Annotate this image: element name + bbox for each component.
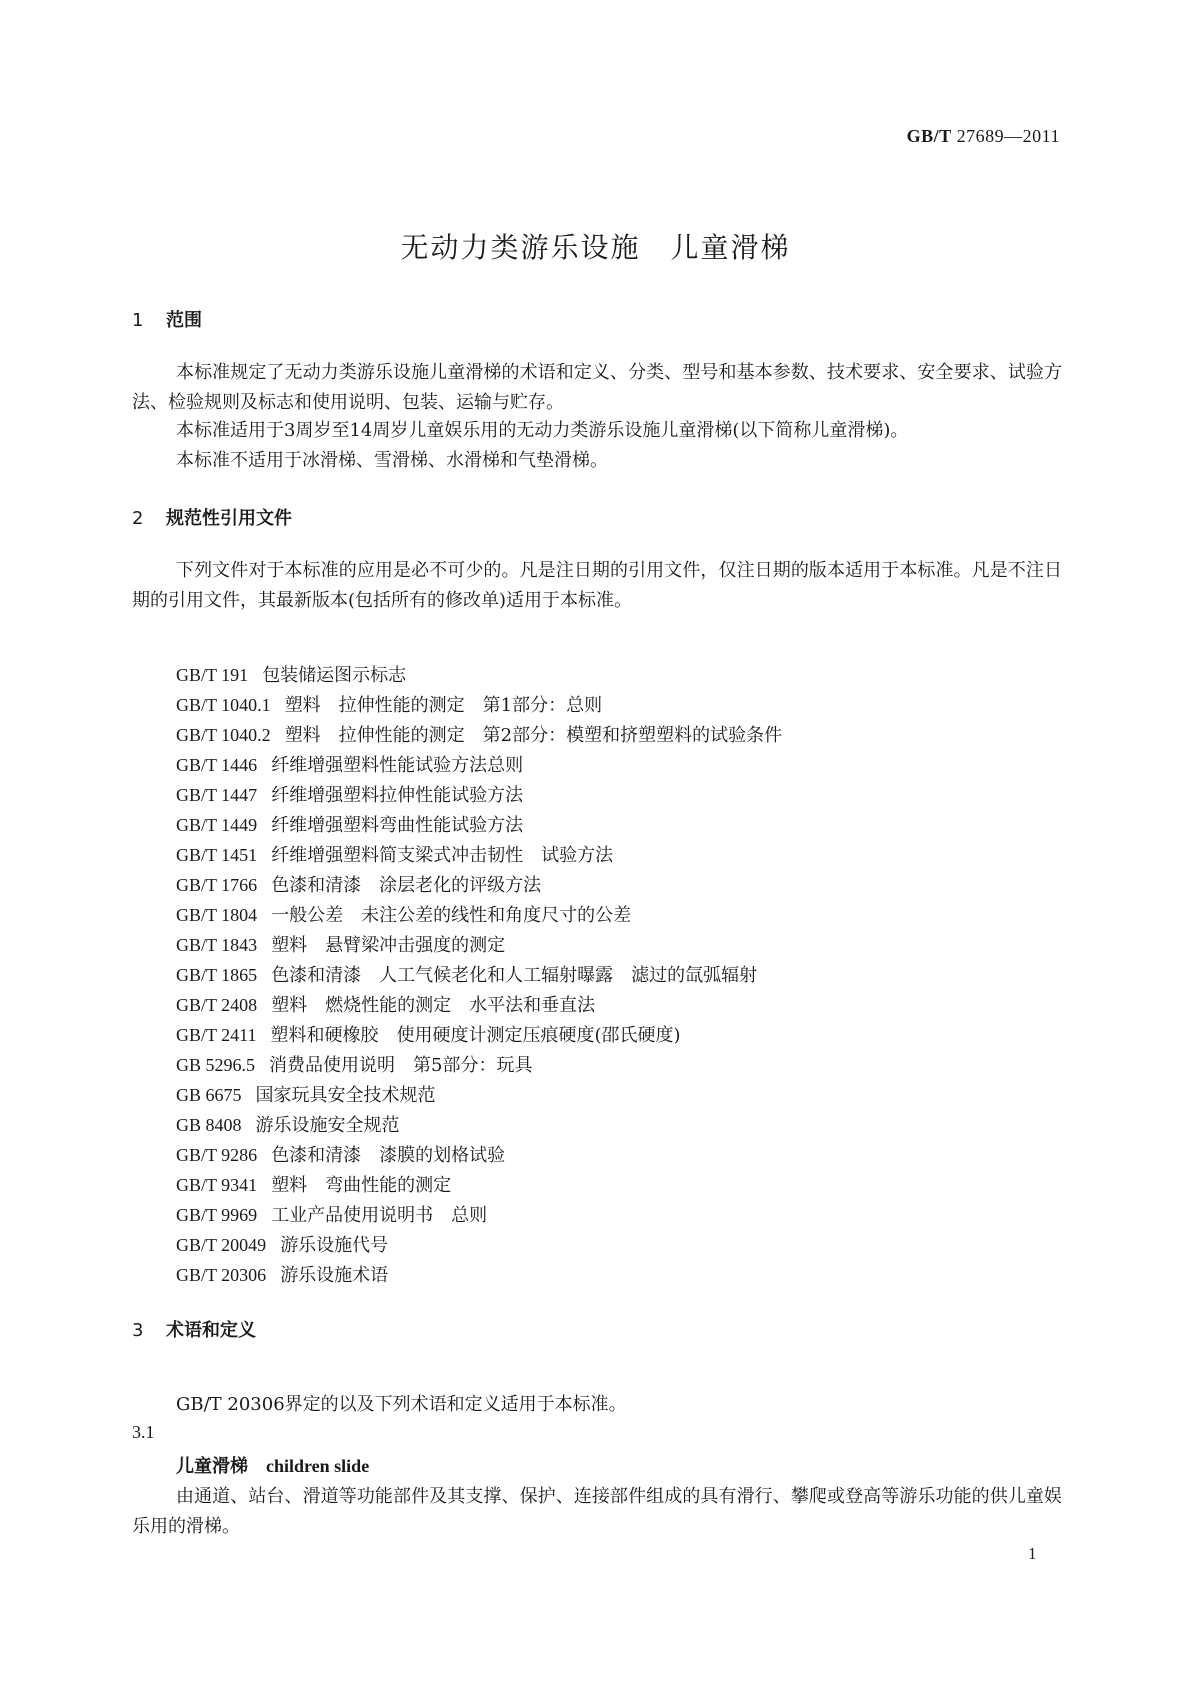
reference-code: GB/T 191 (176, 665, 249, 685)
reference-item (176, 750, 782, 780)
reference-item (176, 1080, 782, 1110)
section-1-paragraph-3: 本标准不适用于冰滑梯、雪滑梯、水滑梯和气垫滑梯。 (176, 450, 608, 471)
reference-code: GB/T 1446 (176, 755, 258, 775)
standard-code (700, 126, 1060, 147)
reference-title: 塑料和硬橡胶 使用硬度计测定压痕硬度(邵氏硬度) (270, 1025, 681, 1046)
section-2-intro: 下列文件对于本标准的应用是必不可少的。凡是注日期的引用文件，仅注日期的版本适用于本标准。凡是不注日期的引用文件，其最新版本(包括所有的修改单)适用于本标准。 (132, 560, 1062, 611)
reference-code: GB/T 20306 (176, 1265, 267, 1285)
reference-item (176, 840, 782, 870)
section-1-heading (132, 306, 202, 332)
reference-title: 塑料 拉伸性能的测定 第1部分：总则 (284, 695, 603, 716)
reference-item (176, 1020, 782, 1050)
reference-title: 纤维增强塑料弯曲性能试验方法 (271, 815, 524, 836)
reference-item (176, 690, 782, 720)
reference-code: GB/T 1451 (176, 845, 258, 865)
reference-code: GB/T 1843 (176, 935, 258, 955)
document-title: 无动力类游乐设施 儿童滑梯 (400, 231, 791, 264)
reference-code: GB/T 1040.2 (176, 725, 271, 745)
reference-item (176, 1230, 782, 1260)
section-3-number: 3 (132, 1320, 144, 1341)
reference-item (176, 900, 782, 930)
section-1-number: 1 (132, 310, 144, 331)
reference-title: 塑料 拉伸性能的测定 第2部分：模塑和挤塑塑料的试验条件 (284, 725, 783, 746)
term-name-chinese: 儿童滑梯 (176, 1456, 248, 1477)
reference-title: 塑料 弯曲性能的测定 (271, 1175, 452, 1196)
reference-code: GB/T 20049 (176, 1235, 267, 1255)
reference-item (176, 780, 782, 810)
reference-title: 游乐设施代号 (280, 1235, 389, 1256)
reference-item (176, 810, 782, 840)
reference-item (176, 1200, 782, 1230)
reference-item (176, 1260, 782, 1290)
reference-code: GB/T 1447 (176, 785, 258, 805)
reference-code: GB/T 2411 (176, 1025, 257, 1045)
reference-code: GB/T 9341 (176, 1175, 258, 1195)
page-number: 1 (1028, 1544, 1037, 1563)
reference-item (176, 1170, 782, 1200)
reference-item (176, 990, 782, 1020)
reference-title: 色漆和清漆 涂层老化的评级方法 (271, 875, 542, 896)
reference-title: 游乐设施术语 (280, 1265, 389, 1286)
reference-title: 纤维增强塑料简支梁式冲击韧性 试验方法 (271, 845, 614, 866)
section-3-intro: GB/T 20306界定的以及下列术语和定义适用于本标准。 (176, 1394, 627, 1415)
reference-title: 塑料 悬臂梁冲击强度的测定 (271, 935, 506, 956)
section-2-number: 2 (132, 508, 144, 529)
section-1-paragraph-2: 本标准适用于3周岁至14周岁儿童娱乐用的无动力类游乐设施儿童滑梯(以下简称儿童滑梯)。 (176, 420, 909, 441)
reference-item (176, 1140, 782, 1170)
reference-code: GB 8408 (176, 1115, 242, 1135)
reference-code: GB/T 9969 (176, 1205, 258, 1225)
section-2-title: 规范性引用文件 (166, 508, 292, 529)
normative-references-list (176, 660, 782, 1290)
section-2-heading (132, 504, 292, 530)
term-number: 3.1 (132, 1422, 155, 1442)
section-3-heading (132, 1316, 256, 1342)
reference-item (176, 870, 782, 900)
reference-title: 国家玩具安全技术规范 (255, 1085, 436, 1106)
reference-item (176, 720, 782, 750)
term-name-english: children slide (266, 1456, 370, 1476)
reference-code: GB/T 1449 (176, 815, 258, 835)
reference-item (176, 1110, 782, 1140)
reference-code: GB/T 2408 (176, 995, 258, 1015)
standard-code-prefix: GB/T (906, 126, 952, 146)
section-3-title: 术语和定义 (166, 1320, 256, 1341)
reference-title: 包装储运图示标志 (262, 665, 407, 686)
reference-item (176, 1050, 782, 1080)
reference-item (176, 930, 782, 960)
reference-title: 塑料 燃烧性能的测定 水平法和垂直法 (271, 995, 596, 1016)
reference-title: 游乐设施安全规范 (255, 1115, 400, 1136)
reference-item (176, 660, 782, 690)
reference-code: GB 5296.5 (176, 1055, 256, 1075)
reference-title: 纤维增强塑料拉伸性能试验方法 (271, 785, 524, 806)
term-name (176, 1452, 369, 1478)
reference-code: GB/T 9286 (176, 1145, 258, 1165)
reference-code: GB/T 1766 (176, 875, 258, 895)
section-1-title: 范围 (166, 310, 202, 331)
reference-title: 色漆和清漆 漆膜的划格试验 (271, 1145, 506, 1166)
reference-code: GB/T 1865 (176, 965, 258, 985)
reference-title: 纤维增强塑料性能试验方法总则 (271, 755, 524, 776)
reference-title: 消费品使用说明 第5部分：玩具 (269, 1055, 533, 1076)
standard-code-number: 27689—2011 (956, 126, 1060, 146)
reference-item (176, 960, 782, 990)
section-1-paragraph-1: 本标准规定了无动力类游乐设施儿童滑梯的术语和定义、分类、型号和基本参数、技术要求、安全要求、试验方法、检验规则及标志和使用说明、包装、运输与贮存。 (132, 362, 1062, 413)
term-definition: 由通道、站台、滑道等功能部件及其支撑、保护、连接部件组成的具有滑行、攀爬或登高等游乐功能的供儿童娱乐用的滑梯。 (132, 1486, 1062, 1537)
reference-title: 工业产品使用说明书 总则 (271, 1205, 488, 1226)
reference-title: 一般公差 未注公差的线性和角度尺寸的公差 (271, 905, 632, 926)
reference-code: GB/T 1040.1 (176, 695, 271, 715)
reference-code: GB 6675 (176, 1085, 242, 1105)
reference-code: GB/T 1804 (176, 905, 258, 925)
reference-title: 色漆和清漆 人工气候老化和人工辐射曝露 滤过的氙弧辐射 (271, 965, 758, 986)
